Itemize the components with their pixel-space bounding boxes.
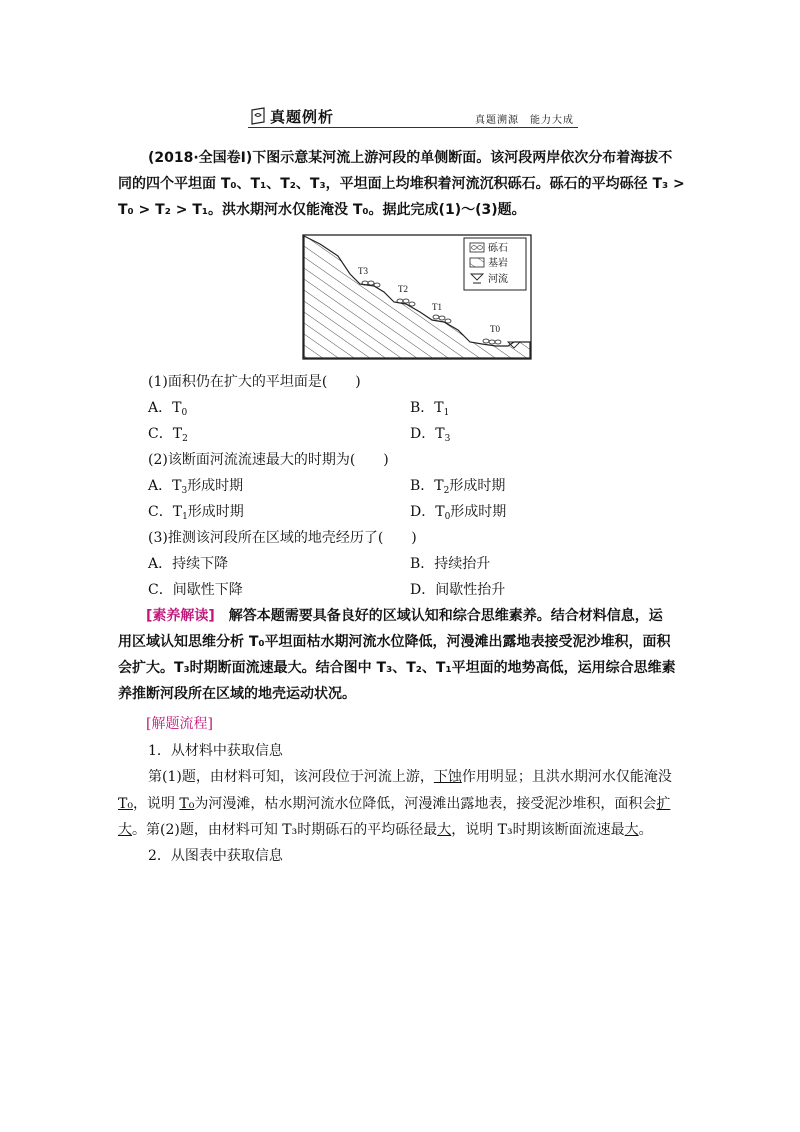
analysis-line-4: 养推断河段所在区域的地壳运动状况。 xyxy=(118,686,356,702)
q1-option-b[interactable]: B．$T_1$ xyxy=(410,400,450,418)
process-para-line-3: 大。第(2)题，由材料可知 T₃时期砾石的平均砾径最大，说明 T₃时期该断面流速最大。 xyxy=(118,822,653,838)
q3-stem: (3)推测该河段所在区域的地壳经历了( ) xyxy=(148,530,417,546)
header-rule xyxy=(248,127,578,128)
terrace-label-t0: T0 xyxy=(490,324,500,334)
q3-option-b[interactable]: B．持续抬升 xyxy=(410,556,491,572)
analysis-line-3: 会扩大。T₃时期断面流速最大。结合图中 T₃、T₂、T₁平坦面的地势高低，运用综合思维素 xyxy=(118,660,676,676)
process-step-2: 2．从图表中获取信息 xyxy=(148,848,283,864)
process-tag: [解题流程] xyxy=(146,716,213,732)
svg-text:河流: 河流 xyxy=(488,274,508,285)
section-subtitle: 真题溯源 能力大成 xyxy=(475,115,574,126)
terrace-label-t1: T1 xyxy=(432,302,442,312)
q3-option-c[interactable]: C．间歇性下降 xyxy=(148,582,243,598)
process-step-1: 1．从材料中获取信息 xyxy=(148,743,283,759)
q1-option-d[interactable]: D．$T_3$ xyxy=(410,426,451,444)
river-cross-section-figure xyxy=(302,234,532,360)
terrace-label-t3: T3 xyxy=(358,266,368,276)
q3-option-d[interactable]: D．间歇性抬升 xyxy=(410,582,506,598)
analysis-line-1: [素养解读] 解答本题需要具备良好的区域认知和综合思维素养。结合材料信息，运 xyxy=(146,608,663,624)
q1-option-c[interactable]: C．$T_2$ xyxy=(148,426,188,444)
legend-gravel xyxy=(470,242,508,254)
bedrock-icon xyxy=(470,258,484,267)
analysis-line-2: 用区域认知思维分析 T₀平坦面枯水期河流水位降低，河漫滩出露地表接受泥沙堆积，面积 xyxy=(118,634,671,650)
q1-stem: (1)面积仍在扩大的平坦面是( ) xyxy=(148,374,361,390)
intro-line-3: T₀ > T₂ > T₁。洪水期河水仅能淹没 T₀。据此完成(1)～(3)题。 xyxy=(118,202,526,218)
q2-option-b[interactable]: B．$T_2$形成时期 xyxy=(410,478,506,496)
process-para-line-1: 第(1)题，由材料可知，该河段位于河流上游，下蚀作用明显；且洪水期河水仅能淹没 xyxy=(148,769,672,785)
process-para-line-2: T₀，说明 T₀为河漫滩，枯水期河流水位降低，河漫滩出露地表，接受泥沙堆积，面积会扩 xyxy=(118,796,671,812)
q2-stem: (2)该断面河流流速最大的时期为( ) xyxy=(148,452,389,468)
terrace-label-t2: T2 xyxy=(398,284,408,294)
analysis-tag: [素养解读] xyxy=(146,608,215,624)
intro-line-2: 同的四个平坦面 T₀、T₁、T₂、T₃，平坦面上均堆积着河流沉积砾石。砾石的平均砾径 T₃ > xyxy=(118,176,685,192)
svg-text:砾石: 砾石 xyxy=(488,243,508,254)
legend-bedrock xyxy=(470,256,508,269)
intro-line-1: (2018·全国卷Ⅰ)下图示意某河流上游河段的单侧断面。该河段两岸依次分布着海拔不 xyxy=(148,150,673,166)
section-title: 真题例析 xyxy=(270,108,335,126)
q2-option-a[interactable]: A．$T_3$形成时期 xyxy=(148,478,244,496)
q2-option-c[interactable]: C．$T_1$形成时期 xyxy=(148,504,244,522)
q3-option-a[interactable]: A．持续下降 xyxy=(148,556,229,572)
book-icon xyxy=(250,107,266,125)
q1-option-a[interactable]: A．$T_0$ xyxy=(148,400,188,418)
q2-option-d[interactable]: D．$T_0$形成时期 xyxy=(410,504,507,522)
section-header xyxy=(248,106,578,130)
svg-text:基岩: 基岩 xyxy=(488,258,508,269)
